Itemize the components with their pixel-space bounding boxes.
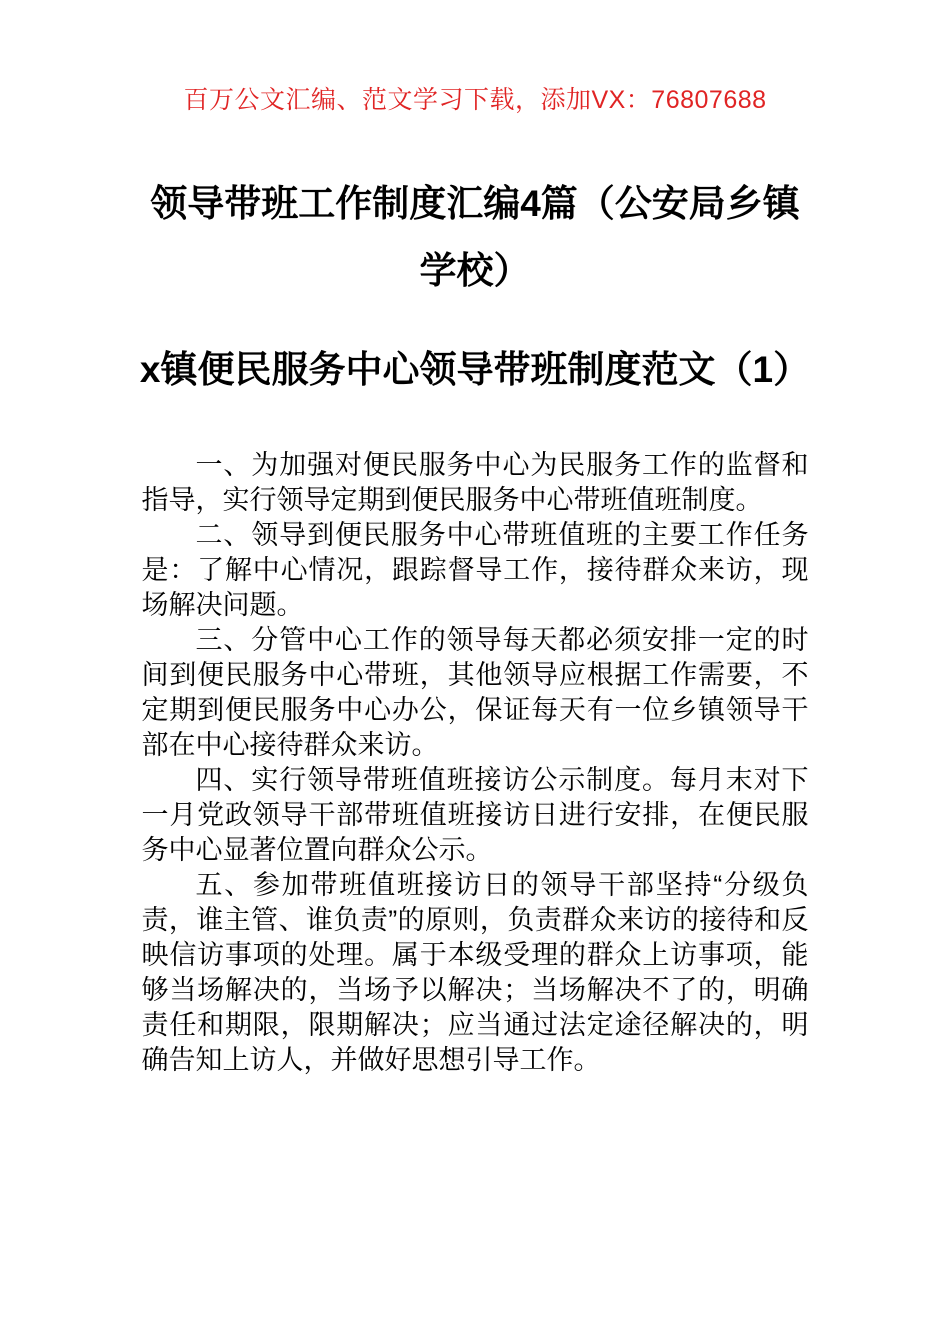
document-title-line-2: 学校） <box>419 250 531 291</box>
document-title-line-1: 领导带班工作制度汇编4篇（公安局乡镇 <box>150 183 800 224</box>
promo-banner <box>0 84 950 116</box>
paragraph-4: 四、实行领导带班值班接访公示制度。每月末对下一月党政领导干部带班值班接访日进行安排，在便民服务中心显著位置向群众公示。 <box>141 765 809 865</box>
document-body <box>142 448 809 1078</box>
promo-text: 百万公文汇编、范文学习下载，添加VX：76807688 <box>183 86 767 114</box>
section-heading: x镇便民服务中心领导带班制度范文（1） <box>139 349 811 390</box>
paragraph-2: 二、领导到便民服务中心带班值班的主要工作任务是：了解中心情况，跟踪督导工作，接待群众来访，现场解决问题。 <box>141 520 809 620</box>
paragraph-1: 一、为加强对便民服务中心为民服务工作的监督和指导，实行领导定期到便民服务中心带班值班制度。 <box>141 450 809 515</box>
document-title <box>130 170 820 304</box>
paragraph-3: 三、分管中心工作的领导每天都必须安排一定的时间到便民服务中心带班，其他领导应根据工作需要，不定期到便民服务中心办公，保证每天有一位乡镇领导干部在中心接待群众来访。 <box>141 625 809 760</box>
paragraph-5: 五、参加带班值班接访日的领导干部坚持“分级负责，谁主管、谁负责”的原则，负责群众来访的接待和反映信访事项的处理。属于本级受理的群众上访事项，能够当场解决的，当场予以解决；当场解决不了的，明确责任和期限，限期解决；应当通过法定途径解决的，明确告知上访人，并做好思想引导工作。 <box>141 870 809 1075</box>
